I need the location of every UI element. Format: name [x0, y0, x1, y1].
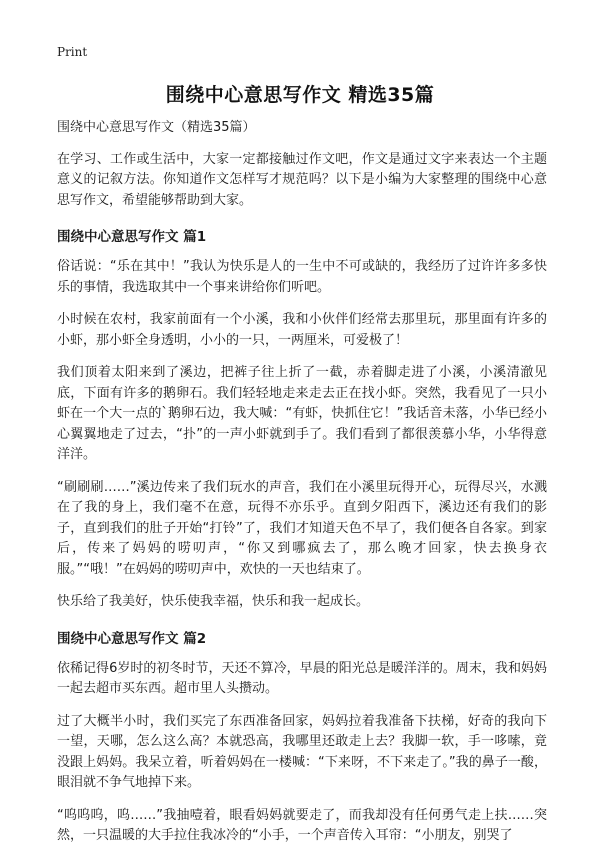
article-body [57, 118, 547, 859]
section-paragraph: 我们顶着太阳来到了溪边，把裤子往上折了一截，赤着脚走进了小溪，小溪清澈见底，下面有许多的鹅卵石。我们轻轻地走来走去正在找小虾。突然，我看见了一只小虾在一个大一点的`鹅卵石边，我大喊：“有虾，快抓住它！”我话音未落，小华已经小心翼翼地走了过去，“扑”的一声小虾就到手了。我们看到了都很羡慕小华，小华得意洋洋。 [57, 365, 547, 462]
section-paragraph: “呜呜呜，呜……”我抽噎着，眼看妈妈就要走了，而我却没有任何勇气走上扶……突然，一只温暖的大手拉住我冰冷的“小手，一个声音传入耳帘：“小朋友，别哭了 [57, 807, 547, 843]
section-paragraph: 依稀记得6岁时的初冬时节，天还不算冷，早晨的阳光总是暖洋洋的。周末，我和妈妈一起去超市买东西。超市里人头攒动。 [57, 660, 547, 696]
article-subtitle: 围绕中心意思写作文（精选35篇） [57, 120, 256, 135]
section-paragraph: 俗话说：“乐在其中！”我认为快乐是人的一生中不可或缺的，我经历了过许许多多快乐的事情，我选取其中一个事来讲给你们听吧。 [57, 259, 547, 295]
section-heading: 围绕中心意思写作文 篇2 [57, 630, 207, 647]
section-paragraph: 过了大概半小时，我们买完了东西准备回家，妈妈拉着我准备下扶梯，好奇的我向下一望，天哪，怎么这么高？本就恐高，我哪里还敢走上去？我脚一软，手一哆嗦，竟没跟上妈妈。我呆立着，听着妈妈在一楼喊：“下来呀，不下来走了。”我的鼻子一酸，眼泪就不争气地掉下来。 [57, 713, 547, 790]
print-link[interactable]: Print [57, 45, 88, 59]
page-title: 围绕中心意思写作文 精选35篇 [165, 84, 435, 106]
section-paragraph: 快乐给了我美好，快乐使我幸福，快乐和我一起成长。 [57, 594, 370, 609]
section-paragraph: “刷刷刷……”溪边传来了我们玩水的声音，我们在小溪里玩得开心，玩得尽兴，水溅在了我的身上，我们毫不在意，玩得不亦乐乎。直到夕阳西下，溪边还有我们的影子，直到我们的肚子开始“打铃”了，我们才知道天色不早了，我们便各自各家。到家后，传来了妈妈的唠叨声，“你又到哪疯去了，那么晚才回家，快去换身衣服。”“哦！”在妈妈的唠叨声中，欢快的一天也结束了。 [57, 479, 547, 577]
section-heading: 围绕中心意思写作文 篇1 [57, 229, 207, 245]
section-paragraph: 小时候在农村，我家前面有一个小溪，我和小伙伴们经常去那里玩，那里面有许多的小虾，那小虾全身透明，小小的一只，一两厘米，可爱极了！ [57, 312, 547, 348]
intro-paragraph: 在学习、工作或生活中，大家一定都接触过作文吧，作文是通过文字来表达一个主题意义的记叙方法。你知道作文怎样写才规范吗？以下是小编为大家整理的围绕中心意思写作文，希望能够帮助到大家。 [57, 151, 547, 208]
